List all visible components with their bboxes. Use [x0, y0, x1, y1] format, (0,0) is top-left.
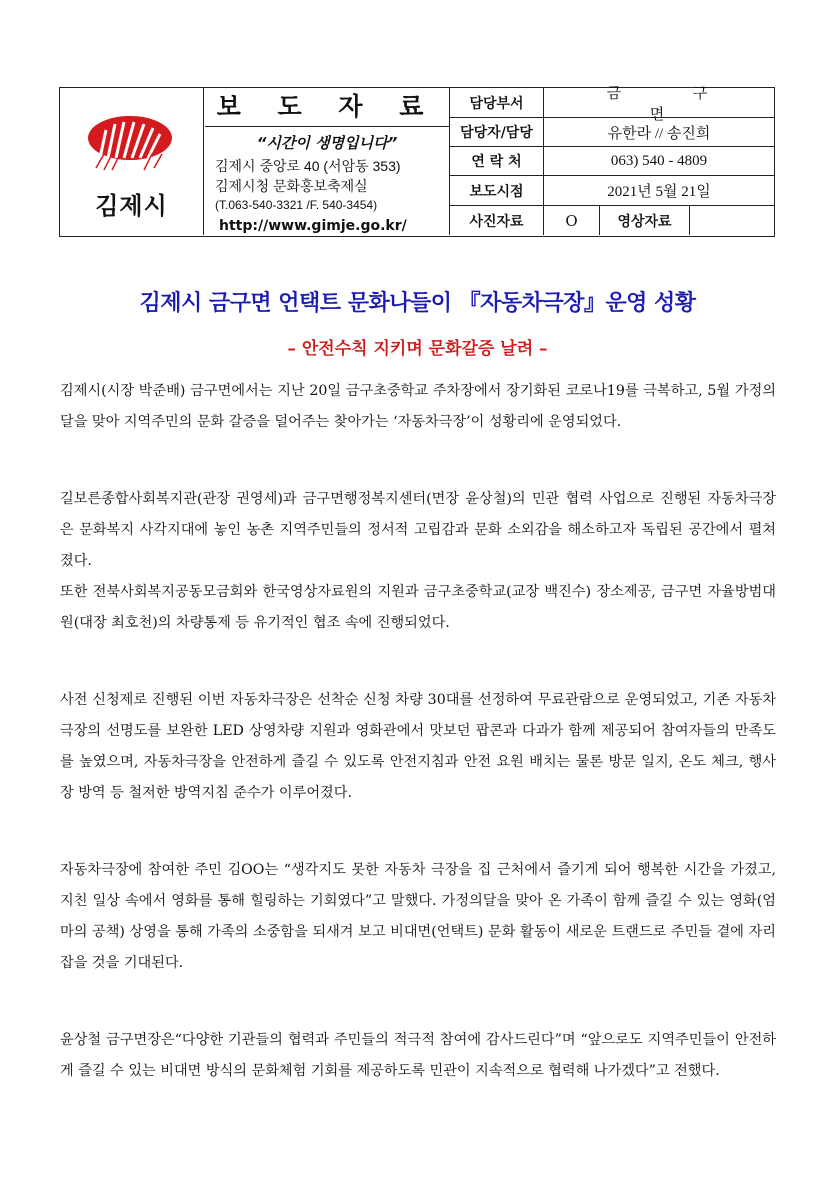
contact-value: 유한라 // 송진희	[607, 125, 711, 142]
phone-row	[450, 147, 774, 176]
phone-fax-line: (T.063-540-3321 /F. 540-3454)	[215, 198, 378, 212]
video-value	[690, 206, 774, 235]
photo-label: 사진자료	[450, 206, 544, 235]
issuer-cell	[205, 88, 450, 235]
contact-row	[450, 118, 774, 147]
dept-row	[450, 85, 774, 123]
paragraph-partnership: 길보른종합사회복지관(관장 권영세)과 금구면행정복지센터(면장 윤상철)의 민관 협력 사업으로 진행된 자동차극장은 문화복지 사각지대에 놓인 농촌 지역주민들의 정서적 고립감과 문화 소외감을 해소하고자 독립된 공간에서 펼쳐졌다.	[60, 491, 776, 569]
logo-cell	[60, 88, 204, 235]
photo-value: O	[544, 206, 600, 235]
logo-text: 김제시	[95, 192, 168, 220]
paragraph-support: 또한 전북사회복지공동모금회와 한국영상자료원의 지원과 금구초중학교(교장 백진수) 장소제공, 금구면 자율방범대원(대장 최호천)의 차량통제 등 유기적인 협조 속에 진행되었다.	[60, 584, 776, 631]
website-link[interactable]: http://www.gimje.go.kr/	[219, 218, 407, 234]
paragraph-resident-quote: 자동차극장에 참여한 주민 김OO는 “생각지도 못한 자동차 극장을 집 근처에서 즐기게 되어 행복한 시간을 가졌고, 지친 일상 속에서 영화를 통해 힐링하는 기회였다”고 말했다. 가정의달을 맞아 온 가족이 함께 즐길 수 있는 영화(엄마의 공책) 상영을 통해 가족의 소중함을 되새겨 보고 비대면(언택트) 문화 활동이 새로운 트랜드로 주민들 곁에 자리잡을 것을 기대된다.	[60, 862, 776, 971]
phone-value: 063) 540 - 4809	[610, 152, 708, 169]
headline: 김제시 금구면 언택트 문화나들이 『자동차극장』운영 성황	[139, 291, 696, 316]
office-line: 김제시청 문화홍보축제실	[215, 178, 368, 194]
date-value: 2021년 5월 21일	[607, 184, 711, 200]
paragraph-intro: 김제시(시장 박준배) 금구면에서는 지난 20일 금구초중학교 주차장에서 장기화된 코로나19를 극복하고, 5월 가정의달을 맞아 지역주민의 문화 갈증을 덜어주는 찾아가는 ‘자동차극장’이 성황리에 운영되었다.	[60, 383, 776, 430]
info-table	[450, 85, 774, 235]
doc-type-title: 보 도 자 료	[205, 88, 449, 127]
video-label: 영상자료	[600, 206, 690, 235]
slogan: “시간이 생명입니다”	[256, 134, 398, 152]
media-row	[450, 206, 774, 235]
date-row	[450, 176, 774, 206]
phone-label: 연 락 처	[450, 147, 544, 175]
date-label: 보도시점	[450, 176, 544, 205]
address-line: 김제시 중앙로 40 (서암동 353)	[215, 158, 401, 174]
paragraph-operation: 사전 신청제로 진행된 이번 자동차극장은 선착순 신청 차량 30대를 선정하여 무료관람으로 운영되었고, 기존 자동차극장의 선명도를 보완한 LED 상영차량 지원과 영화관에서 맛보던 팝콘과 다과가 함께 제공되어 참여자들의 만족도를 높였으며, 자동차극장을 안전하게 즐길 수 있도록 안전지침과 안전 요원 배치는 물론 방문 일지, 온도 체크, 행사장 방역 등 철저한 방역지침 준수가 이루어졌다.	[60, 692, 776, 801]
dept-label: 담당부서	[450, 88, 544, 117]
contact-label: 담당자/담당	[450, 118, 544, 146]
press-release-header	[59, 87, 775, 237]
subheadline: – 안전수칙 지키며 문화갈증 날려 –	[287, 339, 548, 359]
dept-value: 금 구 면	[606, 85, 742, 123]
paragraph-official-quote: 윤상철 금구면장은“다양한 기관들의 협력과 주민들의 적극적 참여에 감사드린다”며 “앞으로도 지역주민들이 안전하게 즐길 수 있는 비대면 방식의 문화체험 기회를 제공하도록 민관이 지속적으로 협력해 나가겠다”고 전했다.	[60, 1032, 776, 1079]
